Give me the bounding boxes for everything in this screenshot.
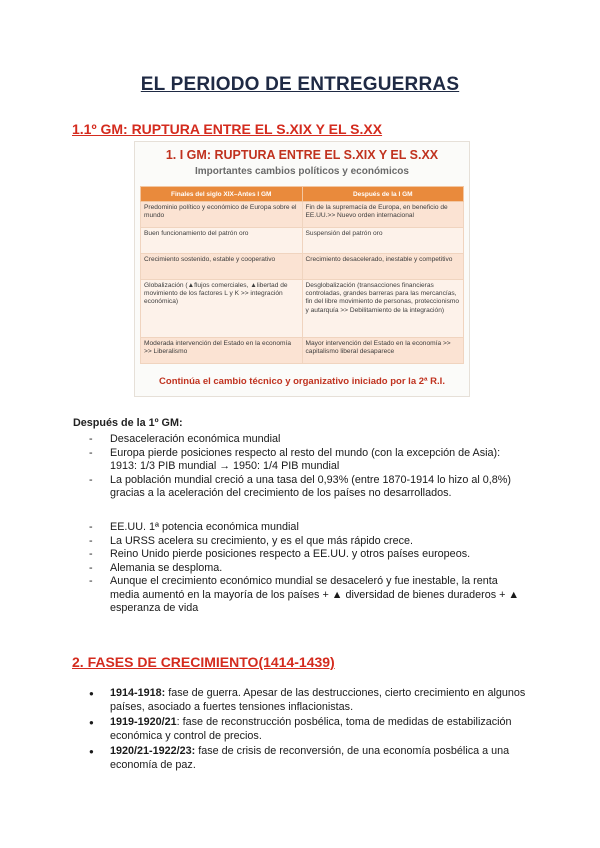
list-item: - Aunque el crecimiento económico mundial se desaceleró y fue inestable, la renta media aumentó en la mayoría de los países + ▲ diversidad de bienes duraderos + ▲ esperanza de vida (89, 575, 529, 616)
list-item (89, 716, 539, 743)
table-cell-before: Moderada intervención del Estado en la economía >> Liberalismo (141, 338, 303, 364)
slide-footer: Continúa el cambio técnico y organizativo iniciado por la 2ª R.I. (159, 376, 445, 387)
list-item: - La población mundial creció a una tasa del 0,93% (entre 1870-1914 lo hizo al 0,8%) gracias a la aceleración del crecimiento de los países no desarrollados. (89, 474, 529, 501)
phase-text: fase de crisis de reconversión, de una economía posbélica a una economía de paz. (110, 745, 510, 771)
list-item: - Reino Unido pierde posiciones respecto a EE.UU. y otros países europeos. (89, 548, 529, 562)
table-cell-before: Globalización (▲flujos comerciales, ▲libertad de movimiento de los factores L y K >> integración económica) (141, 280, 303, 338)
column-header-before: Finales del siglo XIX–Antes I GM (141, 187, 303, 202)
list-item (89, 687, 539, 714)
table-cell-before: Buen funcionamiento del patrón oro (141, 228, 303, 254)
phase-period: 1920/21-1922/23: (110, 745, 196, 757)
table-cell-after: Crecimiento desacelerado, inestable y competitivo (302, 254, 464, 280)
phase-text: fase de guerra. Apesar de las destrucciones, cierto crecimiento en algunos países, asociado a fuertes tensiones inflacionistas. (110, 687, 526, 713)
column-header-after: Después de la I GM (302, 187, 464, 202)
table-row (141, 254, 464, 280)
table-row (141, 280, 464, 338)
table-row (141, 228, 464, 254)
table-cell-before: Predominio político y económico de Europa sobre el mundo (141, 202, 303, 228)
slide-image (135, 142, 469, 396)
after-war-heading: Después de la 1º GM: (73, 417, 183, 429)
table-cell-after: Desglobalización (transacciones financieras controladas, grandes barreras para las mercancías, fin del libre movimiento de personas, proteccionismo y autarquía >> Debilitamiento de la integración) (302, 280, 464, 338)
section-2-heading: 2. FASES DE CRECIMIENTO(1414-1439) (72, 654, 335, 670)
list-item: - La URSS acelera su crecimiento, y es el que más rápido crece. (89, 535, 529, 549)
list-item: - Alemania se desploma. (89, 562, 529, 576)
table-cell-after: Mayor intervención del Estado en la economía >> capitalismo liberal desaparece (302, 338, 464, 364)
table-cell-after: Fin de la supremacía de Europa, en beneficio de EE.UU.>> Nuevo orden internacional (302, 202, 464, 228)
after-war-list-a (89, 433, 529, 501)
list-item (89, 745, 539, 772)
phase-period: 1919-1920/21 (110, 716, 177, 728)
after-war-list-b (89, 521, 529, 616)
phase-text: : fase de reconstrucción posbélica, toma de medidas de estabilización económica y control de precios. (110, 716, 512, 742)
table-row (141, 202, 464, 228)
comparison-table (140, 186, 464, 364)
table-cell-after: Suspensión del patrón oro (302, 228, 464, 254)
table-row (141, 338, 464, 364)
document-title: EL PERIODO DE ENTREGUERRAS (140, 74, 460, 95)
phase-period: 1914-1918: (110, 687, 166, 699)
phases-list (89, 687, 539, 774)
table-cell-before: Crecimiento sostenido, estable y cooperativo (141, 254, 303, 280)
slide-subtitle: Importantes cambios políticos y económicos (195, 166, 409, 177)
list-item: - Europa pierde posiciones respecto al resto del mundo (con la excepción de Asia): 1913: 1/3 PIB mundial → 1950: 1/4 PIB mundial (89, 447, 529, 474)
section-1-heading: 1.1º GM: RUPTURA ENTRE EL S.XIX Y EL S.XX (72, 121, 383, 137)
list-item: - Desaceleración económica mundial (89, 433, 529, 447)
slide-title: 1. I GM: RUPTURA ENTRE EL S.XIX Y EL S.XX (165, 148, 439, 162)
list-item: - EE.UU. 1ª potencia económica mundial (89, 521, 529, 535)
